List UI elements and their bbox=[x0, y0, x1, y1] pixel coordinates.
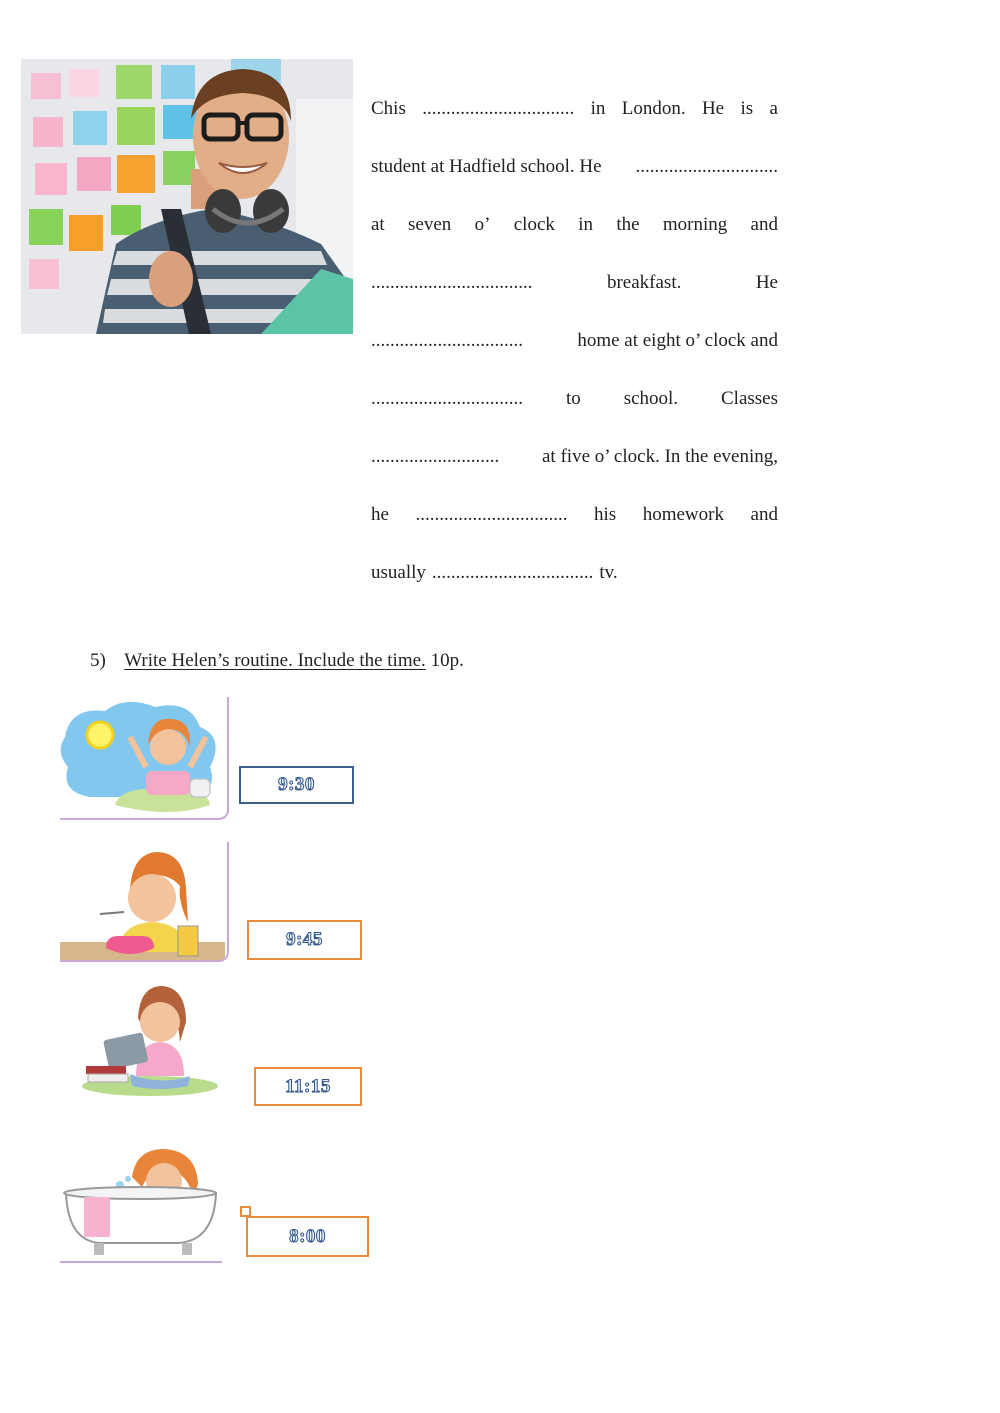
passage-line bbox=[371, 312, 778, 370]
passage-text: Chis bbox=[371, 98, 406, 119]
passage-text: the bbox=[616, 214, 640, 235]
passage-text: tv. bbox=[599, 562, 618, 583]
blank-gap: ................................ bbox=[415, 504, 568, 525]
passage-text: breakfast. bbox=[606, 272, 682, 293]
exercise-instruction: Write Helen’s routine. Include the time. bbox=[124, 650, 426, 671]
routine-picture-4 bbox=[60, 1143, 222, 1263]
passage-text: homework bbox=[642, 504, 724, 525]
passage-text: is bbox=[740, 98, 754, 119]
passage-line bbox=[371, 138, 778, 196]
passage-text: a bbox=[769, 98, 778, 119]
student-photo bbox=[21, 59, 353, 334]
passage-text: at five o’ clock. In the evening, bbox=[542, 446, 778, 467]
routine-time-3: 11:15 bbox=[285, 1075, 331, 1097]
routine-time-4: 8:00 bbox=[289, 1225, 326, 1247]
blank-gap: ........................... bbox=[371, 446, 500, 467]
passage-text: in bbox=[578, 214, 593, 235]
routine-picture-1 bbox=[60, 697, 229, 820]
passage-text: morning bbox=[662, 214, 728, 235]
routine-picture-3 bbox=[60, 982, 222, 1098]
passage-text: student at Hadfield school. He bbox=[371, 156, 602, 177]
passage-text: He bbox=[701, 98, 725, 119]
routine-time-box-2 bbox=[247, 920, 362, 960]
passage-text: o’ bbox=[474, 214, 491, 235]
passage-text: London. bbox=[621, 98, 686, 119]
girl-with-laptop-icon bbox=[60, 982, 222, 1098]
passage-text: home at eight o’ clock and bbox=[577, 330, 778, 351]
passage-line bbox=[371, 254, 778, 312]
passage-line bbox=[371, 428, 778, 486]
routine-picture-2 bbox=[60, 842, 229, 962]
passage-text: clock bbox=[513, 214, 555, 235]
passage-text: his bbox=[594, 504, 617, 525]
student-with-headphones-icon bbox=[21, 59, 353, 334]
passage-text: seven bbox=[408, 214, 452, 235]
passage-line bbox=[371, 486, 778, 544]
blank-gap: ................................ bbox=[371, 388, 523, 409]
routine-time-box-4 bbox=[246, 1216, 369, 1257]
passage-text: He bbox=[755, 272, 778, 293]
passage-text: Classes bbox=[721, 388, 778, 409]
passage-text: to bbox=[565, 388, 581, 409]
routine-time-box-3 bbox=[254, 1067, 362, 1106]
blank-gap: .............................. bbox=[635, 156, 778, 177]
passage-text: he bbox=[371, 504, 389, 525]
passage-text: and bbox=[750, 504, 778, 525]
passage-text: at bbox=[371, 214, 385, 235]
passage-line bbox=[371, 80, 778, 138]
passage-text: usually bbox=[371, 562, 426, 583]
passage-text: in bbox=[590, 98, 606, 119]
passage-line bbox=[371, 370, 778, 428]
girl-eating-breakfast-icon bbox=[60, 842, 227, 960]
gap-fill-passage bbox=[371, 80, 778, 602]
routine-time-2: 9:45 bbox=[286, 929, 323, 950]
blank-gap: .................................. bbox=[431, 562, 594, 583]
routine-time-1: 9:30 bbox=[278, 774, 315, 795]
blank-gap: ................................ bbox=[371, 330, 523, 351]
passage-line bbox=[371, 544, 778, 602]
routine-time-box-1 bbox=[239, 766, 354, 804]
passage-text: school. bbox=[623, 388, 679, 409]
exercise-points: 10p. bbox=[430, 650, 464, 671]
blank-gap: ................................ bbox=[422, 98, 575, 119]
girl-waking-up-icon bbox=[60, 697, 227, 818]
blank-gap: .................................. bbox=[371, 272, 533, 293]
passage-text: and bbox=[750, 214, 778, 235]
passage-line bbox=[371, 196, 778, 254]
exercise-heading bbox=[90, 650, 464, 672]
girl-in-bathtub-icon bbox=[60, 1143, 222, 1261]
exercise-number: 5) bbox=[90, 650, 106, 671]
